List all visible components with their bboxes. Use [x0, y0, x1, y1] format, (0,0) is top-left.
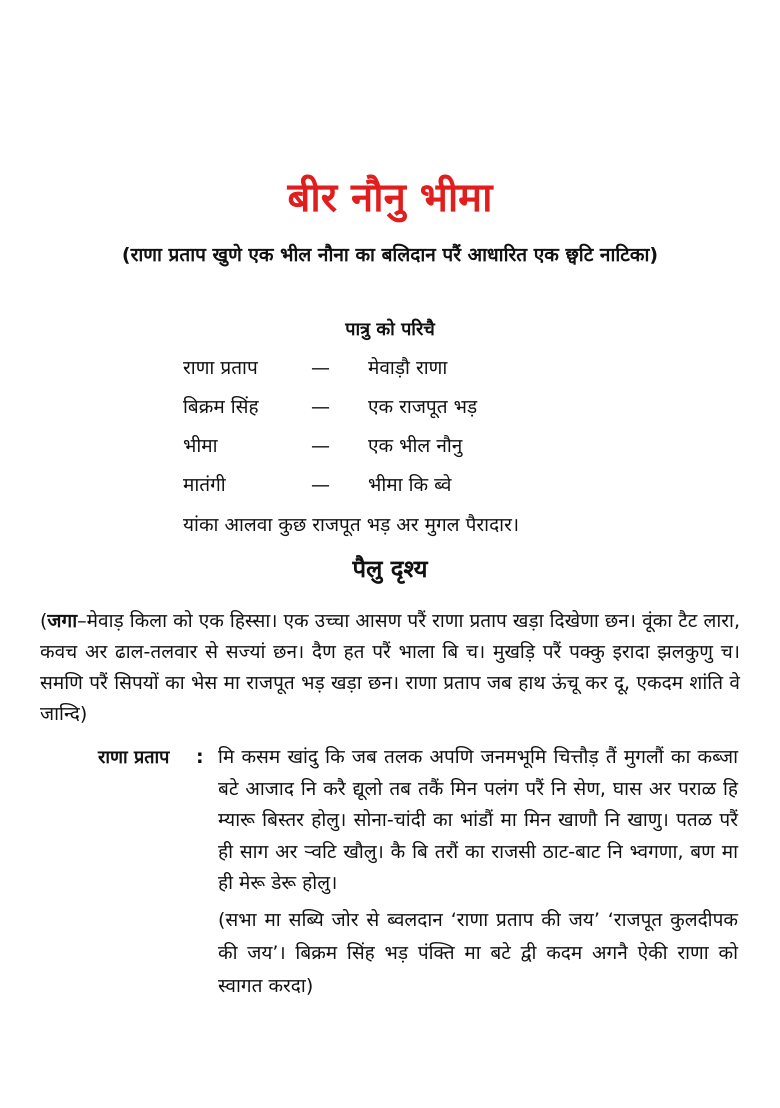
cast-role: भीमा कि ब्वे — [368, 474, 452, 496]
cast-row — [183, 354, 643, 393]
cast-row — [183, 432, 643, 471]
cast-role: मेवाड़ौ राणा — [368, 357, 448, 379]
cast-name: मातंगी — [183, 474, 226, 496]
cast-dash: — — [311, 396, 330, 418]
cast-name: राणा प्रताप — [183, 357, 258, 379]
play-subtitle: (राणा प्रताप खुणे एक भील नौना का बलिदान परैं आधारित एक छ्वटि नाटिका) — [121, 244, 659, 266]
cast-dash: — — [311, 357, 330, 379]
cast-role: एक भील नौनु — [368, 435, 463, 457]
stage-direction-text: –मेवाड़ किला को एक हिस्सा। एक उच्चा आसण परैं राणा प्रताप खड़ा दिखेणा छन। वूंका टैट लारा, कवच अर ढाल-तलवार से सज्यां छन। दैण हत परैं भाला बि च। मुखड़ि परैं पक्कु इरादा झलकुणु च। समणि परैं सिपयों का भेस मा राजपूत भड़ खड़ा छन। राणा प्रताप जब हाथ ऊंचू कर दू, एकदम शांति वे जान्दि) — [40, 610, 740, 725]
cast-list — [183, 354, 643, 510]
cast-dash: — — [311, 474, 330, 496]
cast-heading: पात्रु को परिचै — [345, 319, 435, 340]
cast-name: बिक्रम सिंह — [183, 396, 259, 418]
cast-name: भीमा — [183, 435, 218, 457]
scene-heading: पैलु दृश्य — [352, 555, 428, 583]
cast-row — [183, 393, 643, 432]
cast-row — [183, 471, 643, 510]
cast-role: एक राजपूत भड़ — [368, 396, 478, 418]
speaker-colon: : — [196, 746, 204, 768]
stage-place-label: जगा — [47, 610, 78, 632]
cast-note: यांका आलवा कुछ राजपूत भड़ अर मुगल पैरादार। — [183, 514, 520, 536]
play-title: बीर नौनु भीमा — [287, 175, 493, 221]
speech-text: मि कसम खांदु कि जब तलक अपणि जनमभूमि चित्तौड़ तैं मुगलौं का कब्जा बटे आजाद नि करै द्यूलो तब तकैं मिन पलंग परैं नि सेण, घास अर पराळ हि म्यारू बिस्तर होलु। सोना-चांदी का भांडौं मा मिन खाणौ नि खाणु। पतळ परैं ही साग अर र्‍वटि खौलु। कै बि तरौं का राजसी ठाट-बाट नि भ्वगणा, बण मा ही मेरू डेरू होलु। — [218, 746, 738, 894]
stage-open-paren: ( — [40, 610, 48, 632]
speaker-name: राणा प्रताप — [98, 747, 170, 768]
stage-direction — [40, 606, 740, 730]
cast-dash: — — [311, 435, 330, 457]
stage-direction-after-speech: (सभा मा सब्यि जोर से ब्वलदान ‘राणा प्रताप की जय’ ‘राजपूत कुलदीपक की जय’। बिक्रम सिंह भड़ पंक्ति मा बटे द्वी कदम अगनै ऐकी राणा को स्वागत करदा) — [218, 909, 738, 997]
